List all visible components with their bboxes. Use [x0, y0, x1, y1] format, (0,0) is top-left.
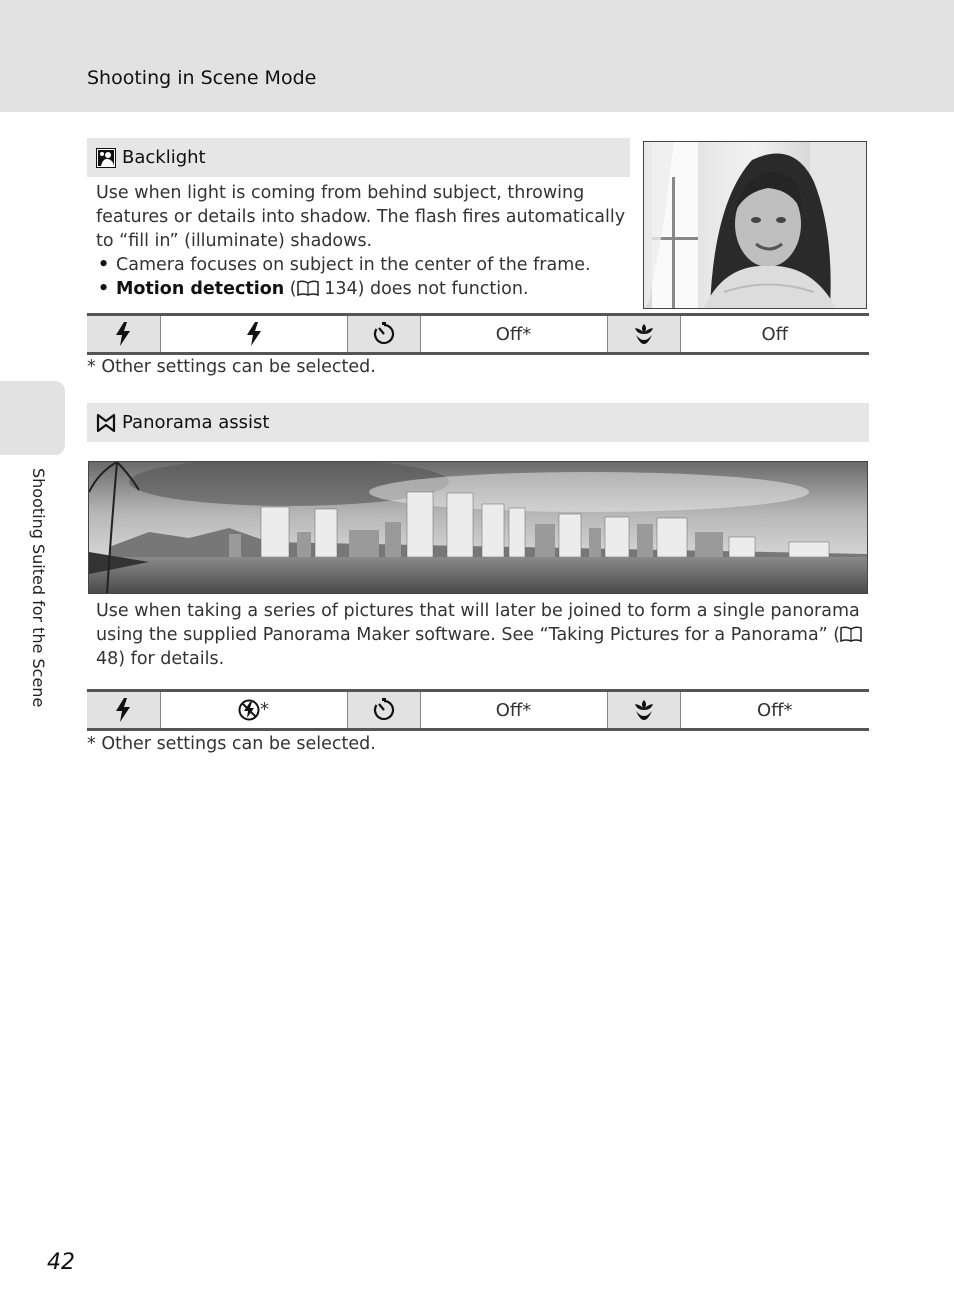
bullet-text: Camera focuses on subject in the center of the frame. — [116, 255, 591, 275]
panorama-footnote: * Other settings can be selected. — [87, 734, 376, 754]
book-reference-icon — [840, 626, 862, 642]
backlight-description: Use when light is coming from behind subject, throwing features or details into shadow. The flash fires automatically to “fill in” (illuminate) shadows. — [96, 183, 626, 251]
page-reference: 134) does not function. — [318, 279, 529, 299]
bullet-item — [96, 277, 628, 301]
backlight-bullets — [96, 253, 628, 301]
backlight-text — [96, 181, 628, 301]
self-timer-value: Off* — [420, 315, 607, 354]
flash-mode-cell — [87, 691, 160, 730]
panorama-text — [96, 599, 866, 671]
flash-icon — [246, 322, 262, 346]
backlight-heading — [87, 138, 630, 177]
flash-mode-cell — [87, 315, 160, 354]
backlight-icon — [96, 148, 116, 168]
flash-value-cell — [160, 315, 347, 354]
self-timer-icon — [372, 698, 396, 722]
backlight-title: Backlight — [122, 147, 206, 168]
chapter-tab-label: Shooting Suited for the Scene — [29, 468, 48, 708]
bullet-item — [96, 253, 628, 277]
settings-row — [87, 691, 869, 730]
panorama-sample-photo — [88, 461, 868, 594]
book-reference-icon — [297, 280, 319, 296]
self-timer-cell — [347, 315, 420, 354]
flash-icon — [115, 322, 131, 346]
macro-cell — [607, 691, 680, 730]
panorama-description-part2: 48) for details. — [96, 649, 225, 669]
settings-row — [87, 315, 869, 354]
backlight-sample-photo — [643, 141, 867, 309]
flash-icon — [115, 698, 131, 722]
flash-value-cell — [160, 691, 347, 730]
macro-cell — [607, 315, 680, 354]
motion-detection-label: Motion detection — [116, 279, 285, 299]
chapter-tab — [0, 381, 65, 455]
macro-value: Off* — [680, 691, 869, 730]
panorama-title: Panorama assist — [122, 412, 270, 433]
panorama-description-part1: Use when taking a series of pictures that will later be joined to form a single panorama using the supplied Panorama Maker software. See “Taking Pictures for a Panorama” ( — [96, 601, 860, 645]
panorama-description — [96, 599, 866, 671]
macro-value: Off — [680, 315, 869, 354]
flash-footnote-mark: * — [260, 699, 269, 720]
panorama-settings-table — [87, 689, 869, 731]
macro-icon — [632, 698, 656, 722]
macro-icon — [632, 322, 656, 346]
flash-off-icon — [238, 699, 260, 721]
page-header-title: Shooting in Scene Mode — [87, 67, 317, 89]
self-timer-icon — [372, 322, 396, 346]
bullet-paren: ( — [284, 279, 297, 299]
page-number: 42 — [47, 1250, 75, 1275]
self-timer-cell — [347, 691, 420, 730]
page-header — [0, 0, 954, 112]
panorama-heading — [87, 403, 869, 442]
backlight-settings-table — [87, 313, 869, 355]
panorama-icon — [96, 413, 116, 433]
self-timer-value: Off* — [420, 691, 607, 730]
backlight-footnote: * Other settings can be selected. — [87, 357, 376, 377]
